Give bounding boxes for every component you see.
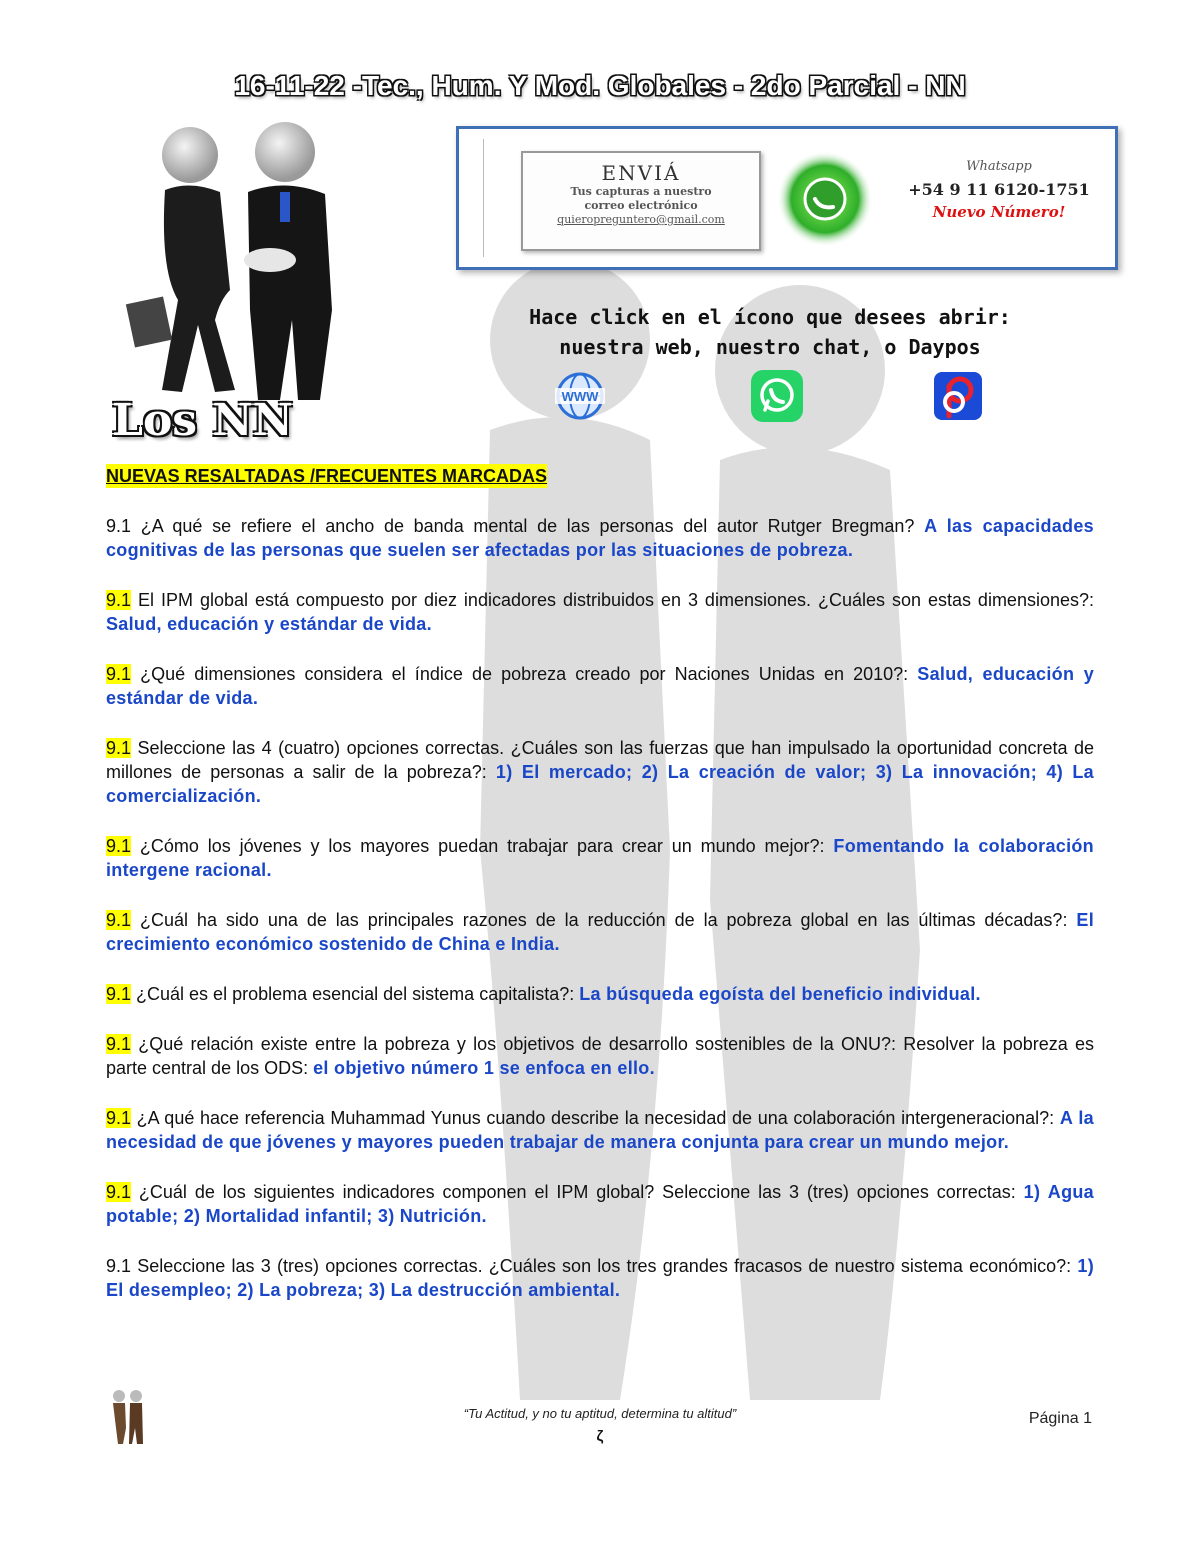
questions-content [106, 464, 1094, 1302]
answer-text: el objetivo número 1 se enfoca en ello. [313, 1058, 655, 1078]
daypo-app-icon[interactable] [930, 368, 986, 424]
answer-text: 1) El desempleo; 2) La pobreza; 3) La destrucción ambiental. [106, 1256, 1094, 1300]
question-item [106, 662, 1094, 710]
question-number: 9.1 [106, 1256, 132, 1276]
question-item [106, 982, 1094, 1006]
question-text: ¿A qué se refiere el ancho de banda mental de las personas del autor Rutger Bregman? [131, 516, 925, 536]
question-item [106, 1180, 1094, 1228]
answer-text: Salud, educación y estándar de vida. [106, 664, 1095, 708]
question-text: ¿A qué hace referencia Muhammad Yunus cuando describe la necesidad de una colaboración intergeneracional?: [131, 1108, 1060, 1128]
links-line-1: Hace click en el ícono que desees abrir: [529, 305, 1011, 329]
question-number: 9.1 [106, 516, 132, 536]
question-text: ¿Qué relación existe entre la pobreza y los objetivos de desarrollo sostenibles de la ONU?: Resolver la pobreza es parte central de los ODS: [106, 1034, 1094, 1078]
email-info-box[interactable] [521, 151, 761, 251]
logo-figures-image [120, 120, 380, 410]
web-icon-text: WWW [561, 389, 599, 404]
question-text: Seleccione las 4 (cuatro) opciones correctas. ¿Cuáles son las fuerzas que han impulsado la oportunidad concreta de millones de personas a salir de la pobreza?: [106, 738, 1094, 782]
envia-line-2: correo electrónico [584, 199, 698, 212]
contact-banner[interactable] [456, 126, 1118, 270]
question-text: ¿Cuál ha sido una de las principales razones de la reducción de la pobreza global en las últimas décadas?: [131, 910, 1077, 930]
question-item [106, 514, 1094, 562]
question-number: 9.1 [106, 984, 132, 1004]
email-link[interactable]: quieropreguntero@gmail.com [557, 213, 725, 226]
question-number: 9.1 [106, 910, 132, 930]
question-text: El IPM global está compuesto por diez indicadores distribuidos en 3 dimensiones. ¿Cuáles son estas dimensiones?: [131, 590, 1094, 610]
answer-text: 1) Agua potable; 2) Mortalidad infantil; 3) Nutrición. [106, 1182, 1094, 1226]
question-text: ¿Cuál es el problema esencial del sistema capitalista?: [131, 984, 580, 1004]
footer-symbol: ζ [596, 1428, 604, 1445]
question-item [106, 1106, 1094, 1154]
answer-text: 1) El mercado; 2) La creación de valor; 3) La innovación; 4) La comercialización. [106, 762, 1094, 806]
envia-line-1: Tus capturas a nuestro [570, 185, 712, 198]
envia-title: ENVIÁ [601, 161, 681, 185]
answer-text: Salud, educación y estándar de vida. [106, 614, 432, 634]
question-number: 9.1 [106, 1034, 132, 1054]
question-number: 9.1 [106, 836, 132, 856]
question-number: 9.1 [106, 590, 132, 610]
answer-text: El crecimiento económico sostenido de China e India. [106, 910, 1094, 954]
question-item [106, 908, 1094, 956]
question-text: Seleccione las 3 (tres) opciones correctas. ¿Cuáles son los tres grandes fracasos de nuestro sistema económico?: [131, 1256, 1078, 1276]
answer-text: A la necesidad de que jóvenes y mayores pueden trabajar de manera conjunta para crear un mundo mejor. [106, 1108, 1094, 1152]
whatsapp-label: Whatsapp [966, 159, 1032, 174]
whatsapp-number[interactable]: +54 9 11 6120-1751 [908, 180, 1090, 199]
whatsapp-info [899, 159, 1099, 221]
footer-quote: “Tu Actitud, y no tu aptitud, determina tu altitud” [463, 1406, 737, 1421]
answer-text: Fomentando la colaboración intergene racional. [106, 836, 1094, 880]
web-globe-icon[interactable] [552, 368, 608, 424]
links-instructions [460, 302, 1080, 362]
question-text: ¿Cuál de los siguientes indicadores componen el IPM global? Seleccione las 3 (tres) opciones correctas: [131, 1182, 1024, 1202]
question-item [106, 736, 1094, 808]
question-number: 9.1 [106, 664, 132, 684]
question-text: ¿Cómo los jóvenes y los mayores puedan trabajar para crear un mundo mejor?: [131, 836, 834, 856]
page-number: Página 1 [1028, 1410, 1092, 1427]
answer-text: La búsqueda egoísta del beneficio individual. [579, 984, 981, 1004]
whatsapp-icon[interactable] [749, 368, 805, 424]
question-number: 9.1 [106, 1182, 132, 1202]
question-item [106, 1254, 1094, 1302]
question-text: ¿Qué dimensiones considera el índice de pobreza creado por Naciones Unidas en 2010?: [131, 664, 918, 684]
logo-text: Los NN [112, 395, 293, 446]
question-number: 9.1 [106, 1108, 132, 1128]
page-title: 16-11-22 -Tec., Hum. Y Mod. Globales - 2do Parcial - NN [234, 70, 966, 101]
section-heading: NUEVAS RESALTADAS /FRECUENTES MARCADAS [106, 466, 548, 486]
whatsapp-swirl-icon[interactable] [775, 149, 875, 249]
question-number: 9.1 [106, 738, 132, 758]
answer-text: A las capacidades cognitivas de las personas que suelen ser afectadas por las situaciones de pobreza. [106, 516, 1094, 560]
question-item [106, 1032, 1094, 1080]
question-item [106, 588, 1094, 636]
banner-divider [483, 139, 484, 257]
question-item [106, 834, 1094, 882]
new-number-label: Nuevo Número! [932, 203, 1066, 221]
links-line-2: nuestra web, nuestro chat, o Daypos [559, 335, 981, 359]
